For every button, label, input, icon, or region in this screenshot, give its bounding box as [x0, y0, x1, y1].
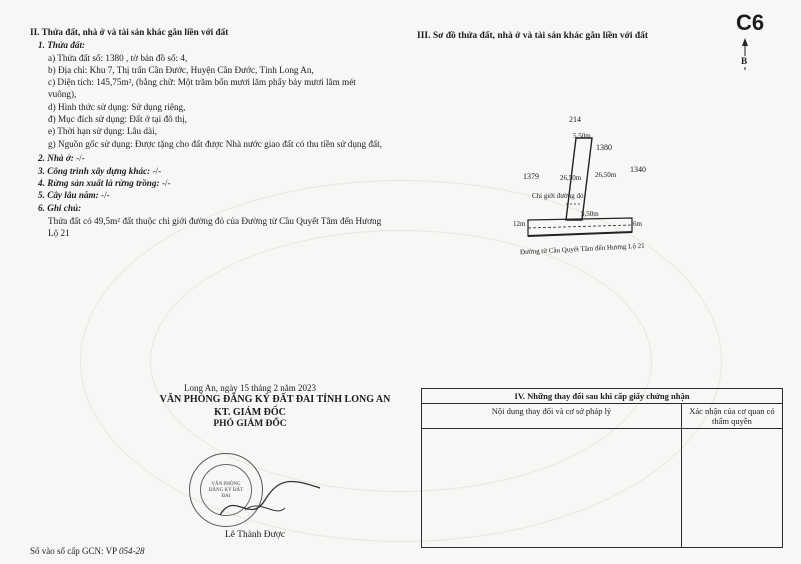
tree-title: 5. Cây lâu năm:: [38, 190, 99, 200]
width-top: 5,50m: [573, 132, 591, 140]
road-name: Đường từ Cầu Quyết Tâm đến Hương Lộ 21: [519, 241, 645, 257]
house-title: 2. Nhà ở:: [38, 153, 74, 163]
kt-title: KT. GIÁM ĐỐC: [214, 407, 286, 418]
changes-col1-header: Nội dung thay đổi và cơ sở pháp lý: [422, 404, 682, 429]
land-line: c) Diện tích: 145,75m², (bằng chữ: Một trăm bốn mươi lăm phẩy bảy mươi lăm mét: [48, 77, 356, 87]
land-line: đ) Mục đích sử dụng: Đất ở tại đô thị,: [48, 114, 187, 124]
registry-label: Số vào sổ cấp GCN: VP: [30, 546, 117, 556]
forest-row: [38, 178, 171, 189]
red-line-label: Chỉ giới đường đỏ: [532, 192, 584, 200]
registry-value: 054-28: [119, 546, 145, 556]
parcel-top-number: 214: [569, 115, 581, 124]
house-value: -/-: [76, 153, 85, 163]
deputy-title: PHÓ GIÁM ĐỐC: [213, 419, 287, 429]
side-right-length: 26,50m: [595, 171, 617, 179]
changes-table: [421, 388, 783, 548]
land-line: b) Địa chỉ: Khu 7, Thị trấn Cần Đước, Huyện Cần Đước, Tỉnh Long An,: [48, 65, 314, 75]
side-left-length: 26,50m: [560, 174, 582, 182]
parcel-left-number: 1379: [523, 172, 539, 181]
land-line: d) Hình thức sử dụng: Sử dụng riêng,: [48, 102, 186, 112]
changes-col1-body: [422, 429, 682, 548]
note-line: Lộ 21: [48, 228, 70, 238]
road-right-width: 6m: [633, 220, 642, 228]
changes-col2-header: Xác nhận của cơ quan có thẩm quyền: [681, 404, 782, 429]
signature-mark: [215, 470, 325, 530]
land-line: a) Thửa đất số: 1380 , tờ bản đồ số: 4,: [48, 53, 188, 63]
registry-number: [30, 546, 145, 557]
forest-value: -/-: [161, 178, 171, 188]
road-left-width: 12m: [513, 220, 526, 228]
office-name: VĂN PHÒNG ĐĂNG KÝ ĐẤT ĐAI TỈNH LONG AN: [159, 394, 391, 405]
stamp-text: VĂN PHÒNG ĐĂNG KÝ ĐẤT ĐAI: [208, 482, 244, 499]
other-value: -/-: [152, 166, 162, 176]
section-2-title: II. Thửa đất, nhà ở và tài sản khác gắn liền với đất: [30, 27, 229, 37]
land-line: g) Nguồn gốc sử dụng: Được tặng cho đất được Nhà nước giao đất có thu tiền sử dụng đất,: [48, 139, 382, 149]
land-line: e) Thời hạn sử dụng: Lâu dài,: [48, 126, 157, 136]
width-bottom: 5,50m: [581, 210, 599, 218]
sign-date: Long An, ngày 15 tháng 2 năm 2023: [184, 383, 316, 393]
section-3-title: III. Sơ đồ thửa đất, nhà ở và tài sản khác gắn liền với đất: [417, 31, 649, 41]
forest-title: 4. Rừng sản xuất là rừng trồng:: [38, 178, 160, 188]
other-row: [38, 166, 161, 177]
tree-row: [38, 190, 110, 201]
changes-title: IV. Những thay đổi sau khi cấp giấy chứng nhận: [422, 389, 783, 404]
house-row: [38, 153, 85, 164]
tree-value: -/-: [101, 190, 110, 200]
note-line: Thửa đất có 49,5m² đất thuộc chỉ giới đường đỏ của Đường từ Cầu Quyết Tâm đến Hương: [48, 216, 382, 226]
signer-name: Lê Thành Được: [224, 530, 286, 540]
other-title: 3. Công trình xây dựng khác:: [38, 166, 151, 176]
land-title: 1. Thửa đất:: [38, 40, 86, 50]
parcel-self-number: 1380: [596, 143, 612, 152]
note-title: 6. Ghi chú:: [38, 203, 82, 213]
north-label: B: [741, 56, 748, 66]
changes-col2-body: [681, 429, 782, 548]
land-line: vuông),: [48, 89, 77, 99]
doc-code: C6: [736, 10, 765, 35]
parcel-right-number: 1340: [630, 165, 646, 174]
